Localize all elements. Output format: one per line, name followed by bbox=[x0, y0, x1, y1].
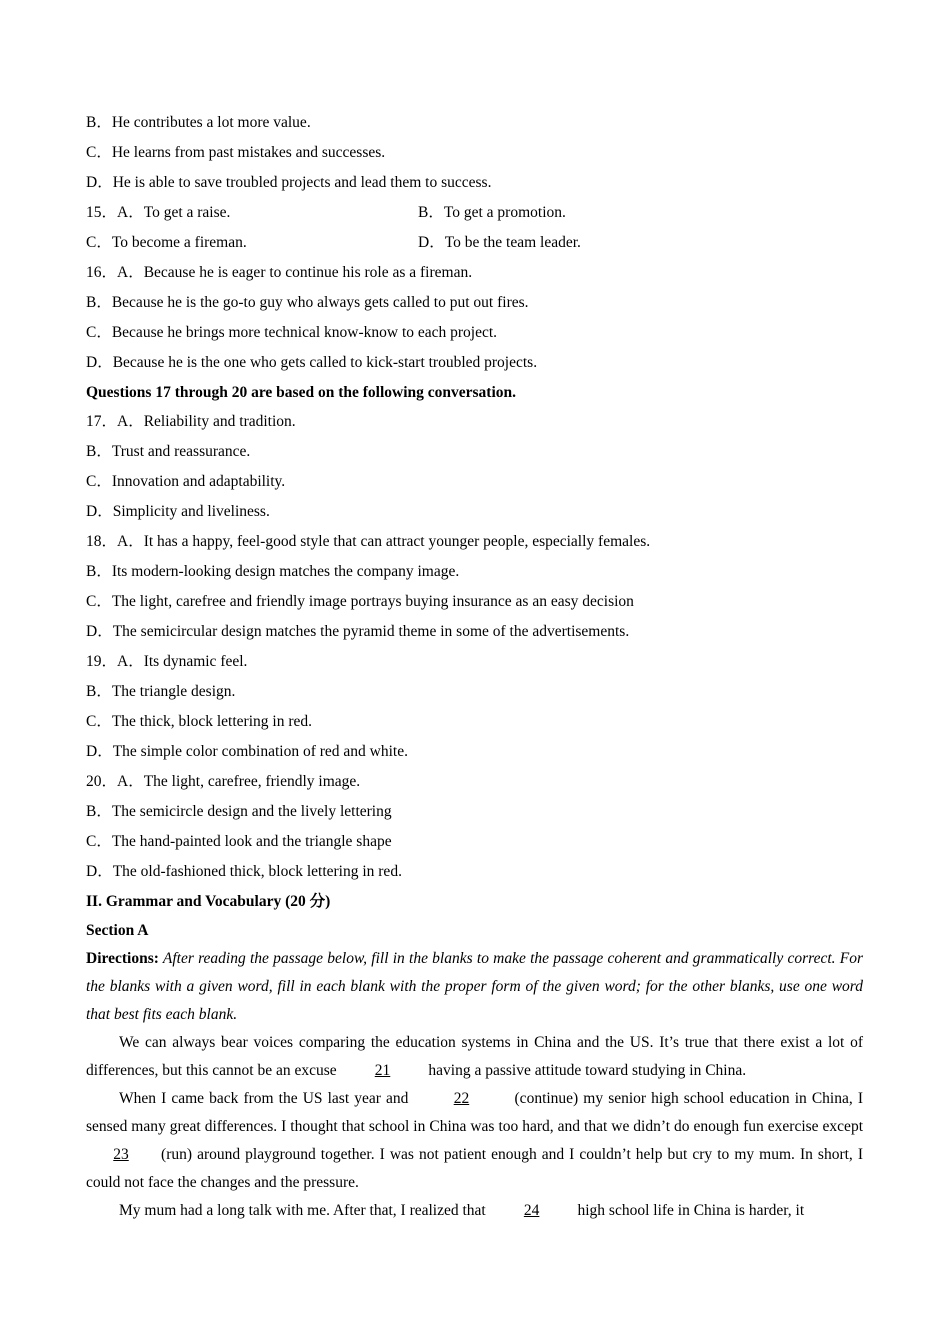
q17-option-b: B．Trust and reassurance. bbox=[86, 443, 251, 460]
section-a-heading: Section A bbox=[86, 922, 149, 939]
passage-text: (continue) my senior high school education in China, I sensed many great differences. I thought that school in China was too hard, and that we didn’t do enough fun exercise except bbox=[86, 1090, 863, 1135]
q17-option-a: 17．A．Reliability and tradition. bbox=[86, 413, 296, 430]
q16-option-c: C．Because he brings more technical know-know to each project. bbox=[86, 324, 498, 341]
q20-option-b: B．The semicircle design and the lively lettering bbox=[86, 803, 392, 820]
directions bbox=[86, 945, 863, 1029]
q15-option-b: B．To get a promotion. bbox=[418, 204, 566, 221]
blank-21: 21 bbox=[374, 1062, 391, 1079]
q18-option-d: D．The semicircular design matches the pyramid theme in some of the advertisements. bbox=[86, 623, 630, 640]
directions-text: After reading the passage below, fill in the blanks to make the passage coherent and grammatically correct. For the blanks with a given word, fill in each blank with the proper form of the given word; for the other blanks, use one word that best fits each blank. bbox=[86, 950, 863, 1023]
q19-option-c: C．The thick, block lettering in red. bbox=[86, 713, 312, 730]
blank-22: 22 bbox=[453, 1090, 470, 1107]
q18-option-b: B．Its modern-looking design matches the company image. bbox=[86, 563, 460, 580]
passage-paragraph-2 bbox=[86, 1085, 863, 1197]
passage-text: My mum had a long talk with me. After that, I realized that bbox=[119, 1202, 490, 1219]
q15-row-1 bbox=[86, 198, 863, 228]
passage-text: When I came back from the US last year and bbox=[119, 1090, 414, 1107]
q15-option-d: D．To be the team leader. bbox=[418, 234, 581, 251]
passage-text: high school life in China is harder, it bbox=[573, 1202, 805, 1219]
passage-text: having a passive attitude toward studying in China. bbox=[424, 1062, 747, 1079]
q19-option-a: 19．A．Its dynamic feel. bbox=[86, 653, 248, 670]
directions-label: Directions: bbox=[86, 950, 159, 967]
q17-option-c: C．Innovation and adaptability. bbox=[86, 473, 286, 490]
passage-text: (run) around playground together. I was not patient enough and I couldn’t help but cry to my mum. In short, I could not face the changes and the pressure. bbox=[86, 1146, 863, 1191]
q19-option-d: D．The simple color combination of red and white. bbox=[86, 743, 408, 760]
q20-option-c: C．The hand-painted look and the triangle shape bbox=[86, 833, 392, 850]
blank-23: 23 bbox=[113, 1146, 129, 1163]
q14-option-d: D．He is able to save troubled projects and lead them to success. bbox=[86, 174, 492, 191]
section-heading: II. Grammar and Vocabulary (20 分) bbox=[86, 893, 331, 910]
q20-option-a: 20．A．The light, carefree, friendly image. bbox=[86, 773, 361, 790]
passage-paragraph-1 bbox=[86, 1029, 863, 1085]
q17-option-d: D．Simplicity and liveliness. bbox=[86, 503, 270, 520]
page-content bbox=[86, 108, 863, 1225]
q16-option-b: B．Because he is the go-to guy who always gets called to put out fires. bbox=[86, 294, 529, 311]
blank-24: 24 bbox=[523, 1202, 540, 1219]
q14-option-b: B．He contributes a lot more value. bbox=[86, 114, 311, 131]
conversation-heading: Questions 17 through 20 are based on the following conversation. bbox=[86, 384, 517, 401]
q16-option-a: 16．A．Because he is eager to continue his role as a fireman. bbox=[86, 264, 473, 281]
q16-option-d: D．Because he is the one who gets called to kick-start troubled projects. bbox=[86, 354, 538, 371]
q20-option-d: D．The old-fashioned thick, block lettering in red. bbox=[86, 863, 402, 880]
q19-option-b: B．The triangle design. bbox=[86, 683, 236, 700]
q18-option-a: 18．A．It has a happy, feel-good style that can attract younger people, especially females. bbox=[86, 533, 651, 550]
q15-option-a: 15．A．To get a raise. bbox=[86, 204, 231, 221]
q14-option-c: C．He learns from past mistakes and successes. bbox=[86, 144, 386, 161]
q15-option-c: C．To become a fireman. bbox=[86, 234, 247, 251]
q15-row-2 bbox=[86, 228, 863, 258]
q18-option-c: C．The light, carefree and friendly image portrays buying insurance as an easy decision bbox=[86, 593, 634, 610]
passage-paragraph-3 bbox=[86, 1197, 863, 1225]
passage-text: We can always bear voices comparing the education systems in China and the US. It’s true that there exist a lot of differences, but this cannot be an excuse bbox=[86, 1034, 863, 1079]
